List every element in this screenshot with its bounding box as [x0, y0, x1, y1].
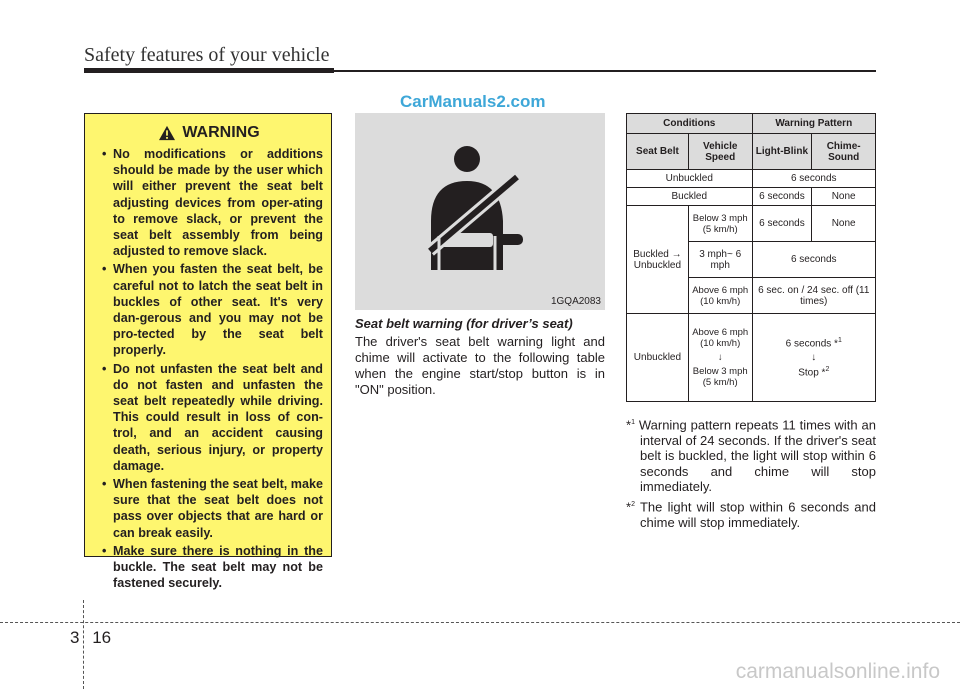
table-row: [627, 206, 876, 242]
pattern-first: [755, 337, 873, 349]
footnote-text: Warning pattern repeats 11 times with an interval of 24 seconds. If the driver's seat belt is buckled, the light will stop within 6 seconds and chime will stop immediately.: [634, 417, 876, 495]
cell-vehicle-speed: [688, 314, 752, 402]
footnotes: [626, 415, 876, 532]
warning-item: • When you fasten the seat belt, be careful not to latch the seat belt in buckles of other seat. It's very dan-gerous and you may not be pro-tected by the seat belt properly.: [95, 261, 323, 358]
table-row: [627, 170, 876, 188]
warning-box: [84, 113, 332, 591]
header-warning-pattern: Warning Pattern: [752, 114, 875, 134]
page-number: [70, 628, 111, 648]
cell-seat-belt: Buckled → Unbuckled: [627, 206, 689, 314]
pattern-first-text: 6 seconds *: [785, 338, 838, 349]
warning-item: • Make sure there is nothing in the buckle. The seat belt may not be fastened securely.: [95, 543, 323, 592]
cell-light-blink: 6 seconds: [752, 206, 812, 242]
chapter-number: 3: [70, 628, 80, 647]
cell-pattern: 6 seconds: [752, 242, 875, 278]
warning-heading: [95, 124, 323, 142]
cell-vehicle-speed: Above 6 mph (10 km/h): [688, 278, 752, 314]
page-number-value: 16: [92, 628, 112, 647]
table-row: [627, 314, 876, 402]
header-conditions: Conditions: [627, 114, 753, 134]
speed-below: Below 3 mph (5 km/h): [692, 366, 748, 388]
cell-chime-sound: None: [812, 206, 876, 242]
seat-belt-warning-figure: [355, 113, 605, 310]
cell-chime-sound: None: [812, 188, 876, 206]
footnote-ref-1: 1: [837, 336, 842, 344]
footer-site-link[interactable]: carmanualsonline.info: [735, 660, 940, 683]
watermark-link[interactable]: CarManuals2.com: [400, 92, 546, 111]
header-light-blink: Light-Blink: [752, 134, 812, 170]
page-header-title: Safety features of your vehicle: [84, 44, 330, 66]
header-chime-sound: Chime-Sound: [812, 134, 876, 170]
cell-light-blink: 6 seconds: [752, 188, 812, 206]
warning-item: • When fastening the seat belt, make sure that the seat belt does not pass over objects that are hard or can break easily.: [95, 476, 323, 541]
warning-title: WARNING: [182, 124, 260, 141]
warning-list: [95, 146, 323, 591]
warning-triangle-icon: [158, 125, 176, 141]
figure-code: 1GQA2083: [550, 296, 601, 307]
table-row: [627, 188, 876, 206]
pattern-second-text: Stop *: [798, 367, 826, 379]
footnote-mark: *: [626, 499, 632, 515]
cell-pattern: [752, 314, 875, 402]
header-seat-belt: Seat Belt: [627, 134, 689, 170]
warning-item: • Do not unfasten the seat belt and do not fasten and unfasten the seat belt repeatedly while driving. This could result in loss of con-trol, and an accident causing death, serious injury, or property damage.: [95, 361, 323, 474]
speed-above: Above 6 mph (10 km/h): [692, 327, 749, 349]
down-arrow-icon: ↓: [717, 352, 723, 363]
cell-vehicle-speed: Below 3 mph (5 km/h): [688, 206, 752, 242]
pattern-second: [755, 366, 873, 378]
cell-pattern: 6 seconds: [752, 170, 875, 188]
down-arrow-icon: ↓: [811, 352, 817, 363]
footnote-text: The light will stop within 6 seconds and chime will stop immediately.: [634, 499, 876, 530]
footnote-mark: *: [626, 417, 632, 433]
warning-pattern-table: [626, 113, 876, 402]
header-rule: [84, 70, 876, 72]
footnote-number: 1: [631, 419, 635, 426]
cell-seat-belt: Unbuckled: [627, 314, 689, 402]
cell-pattern: 6 sec. on / 24 sec. off (11 times): [752, 278, 875, 314]
footnote: [626, 415, 876, 495]
footer-divider: [0, 622, 960, 623]
header-vehicle-speed: Vehicle Speed: [688, 134, 752, 170]
footnote: [626, 497, 876, 530]
cell-seat-belt: Unbuckled: [627, 170, 753, 188]
footnote-number: 2: [631, 500, 635, 508]
section-body: The driver's seat belt warning light and chime will activate to the following table when the engine start/stop button is in "ON" position.: [355, 334, 605, 397]
cell-seat-belt: Buckled: [627, 188, 753, 206]
seat-belt-warning-icon: [355, 113, 605, 310]
warning-item: • No modifications or additions should be made by the user which will either prevent the seat belt adjusting devices from oper-ating to remove slack, or prevent the seat belt assembly from being adjusted to remove slack.: [95, 146, 323, 259]
footnote-ref-2: 2: [825, 366, 830, 373]
section-heading: Seat belt warning (for driver’s seat): [355, 316, 573, 331]
cell-vehicle-speed: 3 mph~ 6 mph: [688, 242, 752, 278]
